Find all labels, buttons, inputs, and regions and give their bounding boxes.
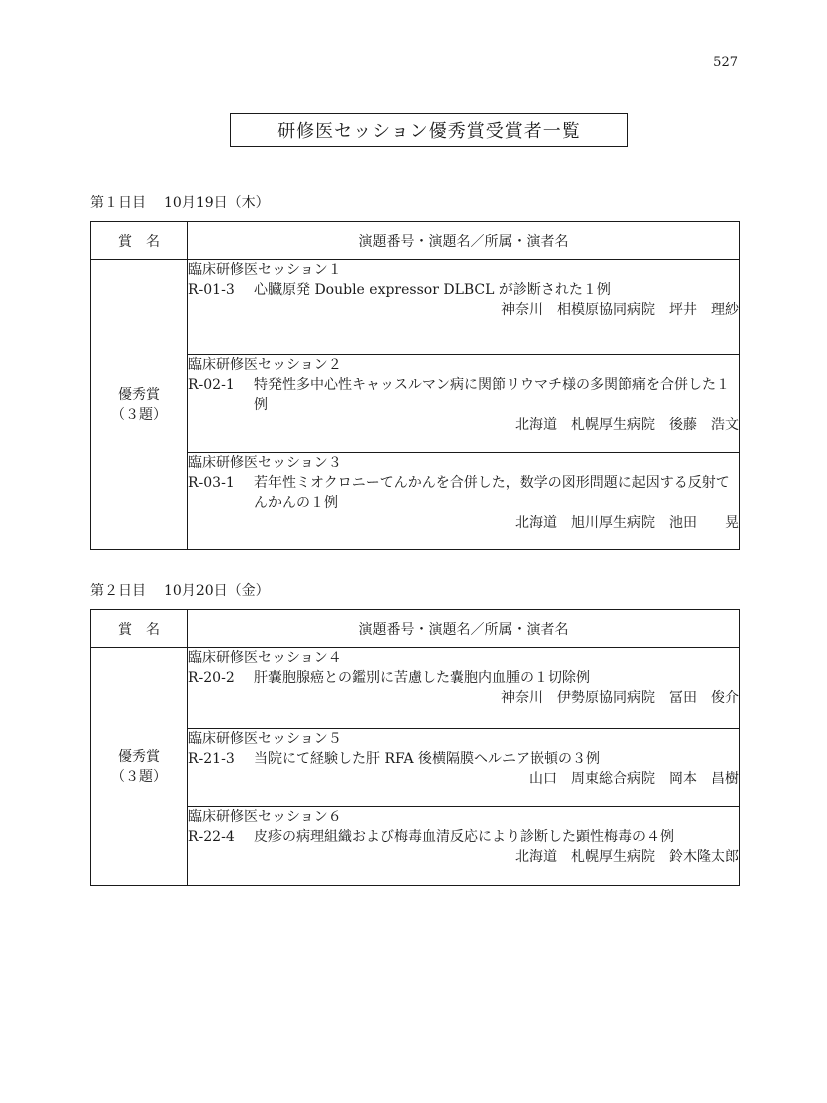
day2-heading	[90, 580, 270, 600]
session-name: 臨床研修医セッション３	[188, 455, 342, 471]
header-award-name: 賞 名	[91, 610, 188, 648]
abstract-code: R-21-3	[188, 751, 235, 767]
abstract-title: 特発性多中心性キャッスルマン病に関節リウマチ様の多関節痛を合併した１例	[254, 377, 730, 413]
abstract-title: 若年性ミオクロニーてんかんを合併した，数学の図形問題に起因する反射てんかんの１例	[254, 475, 730, 511]
abstract-title: 肝嚢胞腺癌との鑑別に苦慮した嚢胞内血腫の１切除例	[254, 670, 590, 686]
header-detail: 演題番号・演題名／所属・演者名	[188, 222, 740, 260]
table-header-row	[91, 610, 740, 648]
day1-award-table	[90, 221, 740, 550]
session-name: 臨床研修医セッション５	[188, 731, 342, 747]
day1-date: 10月19日（木）	[164, 195, 270, 211]
award-count: （３題）	[111, 406, 167, 423]
entry-cell	[188, 260, 740, 355]
abstract-title: 心臓原発 Double expressor DLBCL が診断された１例	[254, 282, 611, 298]
session-name: 臨床研修医セッション６	[188, 809, 342, 825]
entry-cell	[188, 648, 740, 729]
session-name: 臨床研修医セッション１	[188, 262, 342, 278]
table-header-row	[91, 222, 740, 260]
abstract-code: R-20-2	[188, 670, 235, 686]
table-row	[91, 807, 740, 886]
page-number: 527	[713, 55, 738, 70]
affiliation-presenter: 北海道 札幌厚生病院 鈴木隆太郎	[515, 849, 739, 865]
day2-award-table	[90, 609, 740, 886]
header-award-name: 賞 名	[91, 222, 188, 260]
abstract-code: R-03-1	[188, 475, 235, 491]
entry-cell	[188, 729, 740, 807]
affiliation-presenter: 北海道 札幌厚生病院 後藤 浩文	[515, 417, 739, 433]
entry-cell	[188, 807, 740, 886]
abstract-code: R-22-4	[188, 829, 235, 845]
award-name: 優秀賞	[118, 748, 160, 765]
abstract-title: 皮疹の病理組織および梅毒血清反応により診断した顕性梅毒の４例	[254, 829, 674, 845]
table-row	[91, 648, 740, 729]
award-count: （３題）	[111, 768, 167, 785]
award-cell	[91, 648, 188, 886]
affiliation-presenter: 神奈川 伊勢原協同病院 冨田 俊介	[501, 690, 739, 706]
abstract-code: R-01-3	[188, 282, 235, 298]
abstract-code: R-02-1	[188, 377, 235, 393]
session-name: 臨床研修医セッション２	[188, 357, 342, 373]
day2-label: 第２日目	[90, 583, 146, 599]
award-cell	[91, 260, 188, 550]
table-row	[91, 453, 740, 550]
affiliation-presenter: 神奈川 相模原協同病院 坪井 理紗	[501, 302, 739, 318]
entry-cell	[188, 453, 740, 550]
affiliation-presenter: 山口 周東総合病院 岡本 昌樹	[529, 771, 739, 787]
table-row	[91, 355, 740, 453]
affiliation-presenter: 北海道 旭川厚生病院 池田 晃	[515, 515, 739, 531]
day2-date: 10月20日（金）	[164, 583, 270, 599]
page-title: 研修医セッション優秀賞受賞者一覧	[230, 113, 628, 147]
entry-cell	[188, 355, 740, 453]
abstract-title: 当院にて経験した肝 RFA 後横隔膜ヘルニア嵌頓の３例	[254, 751, 601, 767]
table-row	[91, 260, 740, 355]
day1-label: 第１日目	[90, 195, 146, 211]
award-name: 優秀賞	[118, 386, 160, 403]
header-detail: 演題番号・演題名／所属・演者名	[188, 610, 740, 648]
day1-heading	[90, 192, 270, 212]
session-name: 臨床研修医セッション４	[188, 650, 342, 666]
table-row	[91, 729, 740, 807]
